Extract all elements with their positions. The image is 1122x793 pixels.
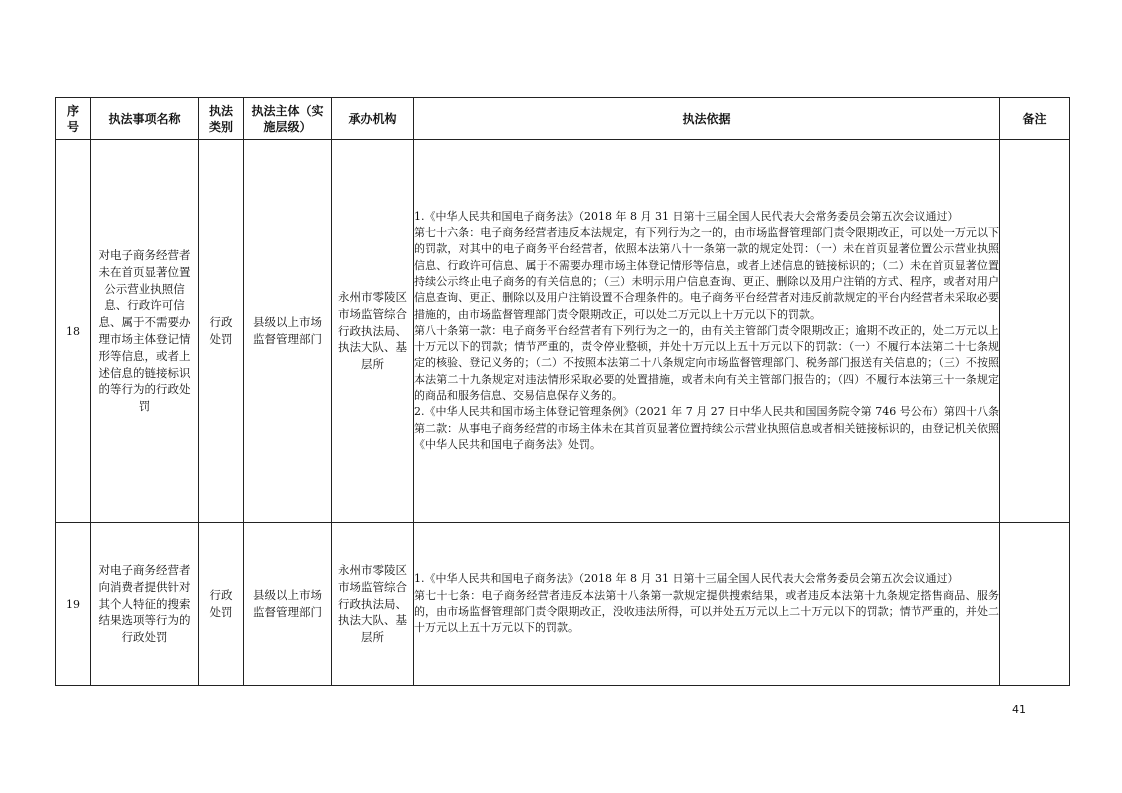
table-row <box>56 523 1070 686</box>
header-basis: 执法依据 <box>414 98 1000 140</box>
legal-basis <box>414 140 1000 523</box>
enforcement-type: 行政处罚 <box>199 140 244 523</box>
handling-organization: 永州市零陵区市场监管综合行政执法局、执法大队、基层所 <box>332 523 414 686</box>
header-no: 序号 <box>56 98 91 140</box>
basis-paragraph: 1.《中华人民共和国电子商务法》（2018 年 8 月 31 日第十三届全国人民代表大会常务委员会第五次会议通过） <box>414 572 959 586</box>
header-type: 执法类别 <box>199 98 244 140</box>
basis-paragraph: 第七十七条：电子商务经营者违反本法第十八条第一款规定提供搜索结果，或者违反本法第十九条规定搭售商品、服务的，由市场监督管理部门责令限期改正，没收违法所得，可以并处五万元以上二十万元以下的罚款；情节严重的，并处二十万元以上五十万元以下的罚款。 <box>414 588 999 635</box>
handling-organization: 永州市零陵区市场监管综合行政执法局、执法大队、基层所 <box>332 140 414 523</box>
basis-paragraph: 第七十六条：电子商务经营者违反本法规定，有下列行为之一的，由市场监督管理部门责令限期改正，可以处一万元以下的罚款，对其中的电子商务平台经营者，依照本法第八十一条第一款的规定处罚：（一）未在首页显著位置公示营业执照信息、行政许可信息、属于不需要办理市场主体登记情形等信息，或者上述信息的链接标识的；（二）未在首页显著位置持续公示终止电子商务的有关信息的；（三）未明示用户信息查询、更正、删除以及用户注销的方式、程序，或者对用户信息查询、更正、删除以及用户注销设置不合理条件的。电子商务平台经营者对违反前款规定的平台内经营者未采取必要措施的，由市场监督管理部门责令限期改正，可以处二万元以上十万元以下的罚款。 <box>414 226 999 321</box>
item-name: 对电子商务经营者未在首页显著位置公示营业执照信息、行政许可信息、属于不需要办理市场主体登记情形等信息，或者上述信息的链接标识的等行为的行政处罚 <box>91 140 199 523</box>
header-remarks: 备注 <box>1000 98 1070 140</box>
header-subject: 执法主体（实施层级） <box>244 98 332 140</box>
enforcement-subject: 县级以上市场监督管理部门 <box>244 140 332 523</box>
basis-paragraph: 第八十条第一款：电子商务平台经营者有下列行为之一的，由有关主管部门责令限期改正；逾期不改正的，处二万元以上十万元以下的罚款；情节严重的，责令停业整顿，并处十万元以上五十万元以下的罚款：（一）不履行本法第二十七条规定的核验、登记义务的；（二）不按照本法第二十八条规定向市场监督管理部门、税务部门报送有关信息的；（三）不按照本法第二十九条规定对违法情形采取必要的处置措施，或者未向有关主管部门报告的；（四）不履行本法第三十一条规定的商品和服务信息、交易信息保存义务的。 <box>414 323 999 403</box>
remarks-cell <box>1000 140 1070 523</box>
enforcement-type: 行政处罚 <box>199 523 244 686</box>
enforcement-subject: 县级以上市场监督管理部门 <box>244 523 332 686</box>
basis-paragraph: 1.《中华人民共和国电子商务法》（2018 年 8 月 31 日第十三届全国人民代表大会常务委员会第五次会议通过） <box>414 209 959 223</box>
row-number: 19 <box>56 523 91 686</box>
enforcement-table <box>55 97 1070 686</box>
remarks-cell <box>1000 523 1070 686</box>
table-header-row <box>56 98 1070 140</box>
page-number: 41 <box>1012 703 1026 716</box>
legal-basis <box>414 523 1000 686</box>
header-org: 承办机构 <box>332 98 414 140</box>
row-number: 18 <box>56 140 91 523</box>
item-name: 对电子商务经营者向消费者提供针对其个人特征的搜索结果选项等行为的行政处罚 <box>91 523 199 686</box>
basis-paragraph: 2.《中华人民共和国市场主体登记管理条例》（2021 年 7 月 27 日中华人民共和国国务院令第 746 号公布）第四十八条第二款：从事电子商务经营的市场主体未在其首页显著位置持续公示营业执照信息或者相关链接标识的，由登记机关依照《中华人民共和国电子商务法》处罚。 <box>414 405 999 451</box>
header-name: 执法事项名称 <box>91 98 199 140</box>
table-row <box>56 140 1070 523</box>
